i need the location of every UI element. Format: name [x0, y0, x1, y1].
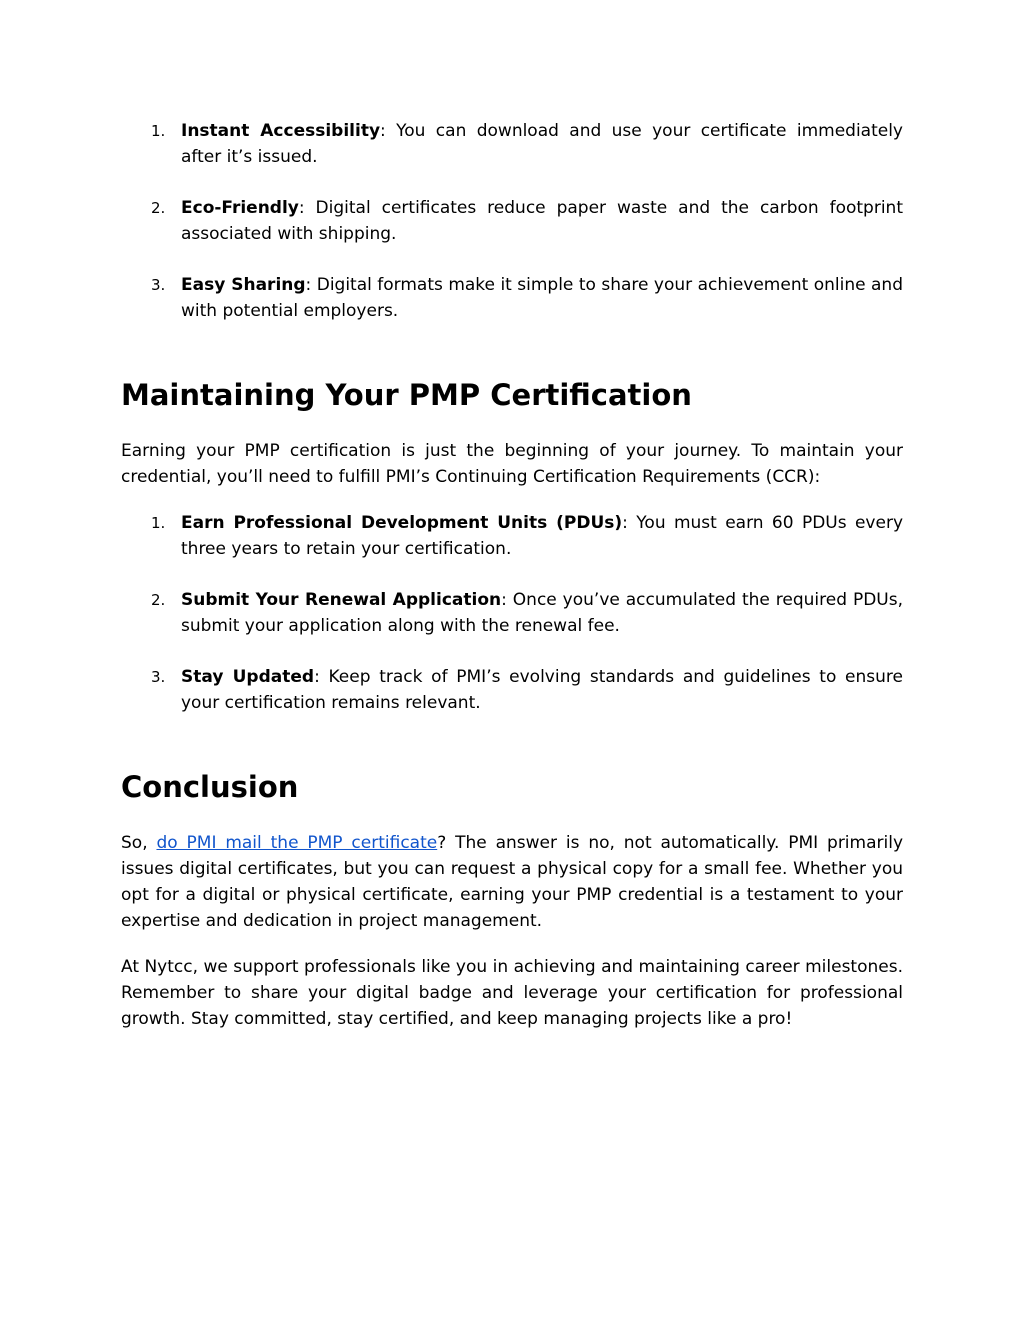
benefits-list	[121, 118, 903, 324]
list-item	[121, 510, 903, 562]
list-number: 1.	[151, 514, 166, 532]
list-item-text	[181, 513, 903, 559]
list-item-term: Earn Professional Development Units (PDUs)	[181, 513, 623, 533]
list-number: 3.	[151, 668, 166, 686]
term-separator: :	[305, 275, 312, 295]
term-separator: :	[622, 513, 628, 533]
list-number: 3.	[151, 276, 166, 294]
paragraph-suffix: ? The answer is no, not automatically. PMI primarily issues digital certificates, but you can request a physical copy for a small fee. Whether you opt for a digital or physical certificate, earning your PMP credential is a testament to your expertise and dedication in project management.	[121, 833, 903, 931]
list-number: 2.	[151, 591, 166, 609]
list-item-text	[181, 275, 903, 321]
list-item-text	[181, 667, 903, 713]
list-item	[121, 272, 903, 324]
list-item	[121, 195, 903, 247]
list-item-term: Instant Accessibility	[181, 121, 381, 141]
list-item-text	[181, 198, 903, 244]
list-item	[121, 664, 903, 716]
list-item-description: Digital certificates reduce paper waste and the carbon footprint associated with shipping.	[181, 198, 903, 244]
list-item-description: Keep track of PMI’s evolving standards and guidelines to ensure your certification remains relevant.	[181, 667, 903, 713]
list-item-term: Easy Sharing	[181, 275, 306, 295]
section-heading-conclusion: Conclusion	[121, 770, 299, 804]
maintaining-requirements-list	[121, 510, 903, 716]
document-page	[121, 118, 903, 1032]
paragraph-prefix: So,	[121, 833, 157, 853]
conclusion-paragraph-1	[121, 830, 903, 934]
term-separator: :	[314, 667, 320, 687]
term-separator: :	[298, 198, 305, 218]
list-item-text	[181, 121, 903, 167]
list-item-description: Digital formats make it simple to share your achievement online and with potential employers.	[181, 275, 903, 321]
list-number: 2.	[151, 199, 166, 217]
list-item	[121, 587, 903, 639]
term-separator: :	[380, 121, 386, 141]
list-item-term: Submit Your Renewal Application	[181, 590, 502, 610]
list-number: 1.	[151, 122, 166, 140]
list-item-text	[181, 590, 903, 636]
term-separator: :	[501, 590, 507, 610]
list-item-term: Stay Updated	[181, 667, 315, 687]
section-heading-maintaining: Maintaining Your PMP Certification	[121, 378, 692, 412]
conclusion-paragraph-2: At Nytcc, we support professionals like you in achieving and maintaining career milestones. Remember to share your digital badge and leverage your certification for professional growth. Stay committed, stay certified, and keep managing projects like a pro!	[121, 957, 903, 1029]
list-item-description: Once you’ve accumulated the required PDUs, submit your application along with the renewal fee.	[181, 590, 903, 636]
list-item-description: You must earn 60 PDUs every three years to retain your certification.	[181, 513, 903, 559]
list-item	[121, 118, 903, 170]
pmp-certificate-link[interactable]: do PMI mail the PMP certificate	[156, 833, 438, 853]
maintaining-intro-paragraph: Earning your PMP certification is just the beginning of your journey. To maintain your credential, you’ll need to fulfill PMI’s Continuing Certification Requirements (CCR):	[121, 441, 903, 487]
list-item-term: Eco-Friendly	[181, 198, 299, 218]
list-item-description: You can download and use your certificate immediately after it’s issued.	[181, 121, 903, 167]
